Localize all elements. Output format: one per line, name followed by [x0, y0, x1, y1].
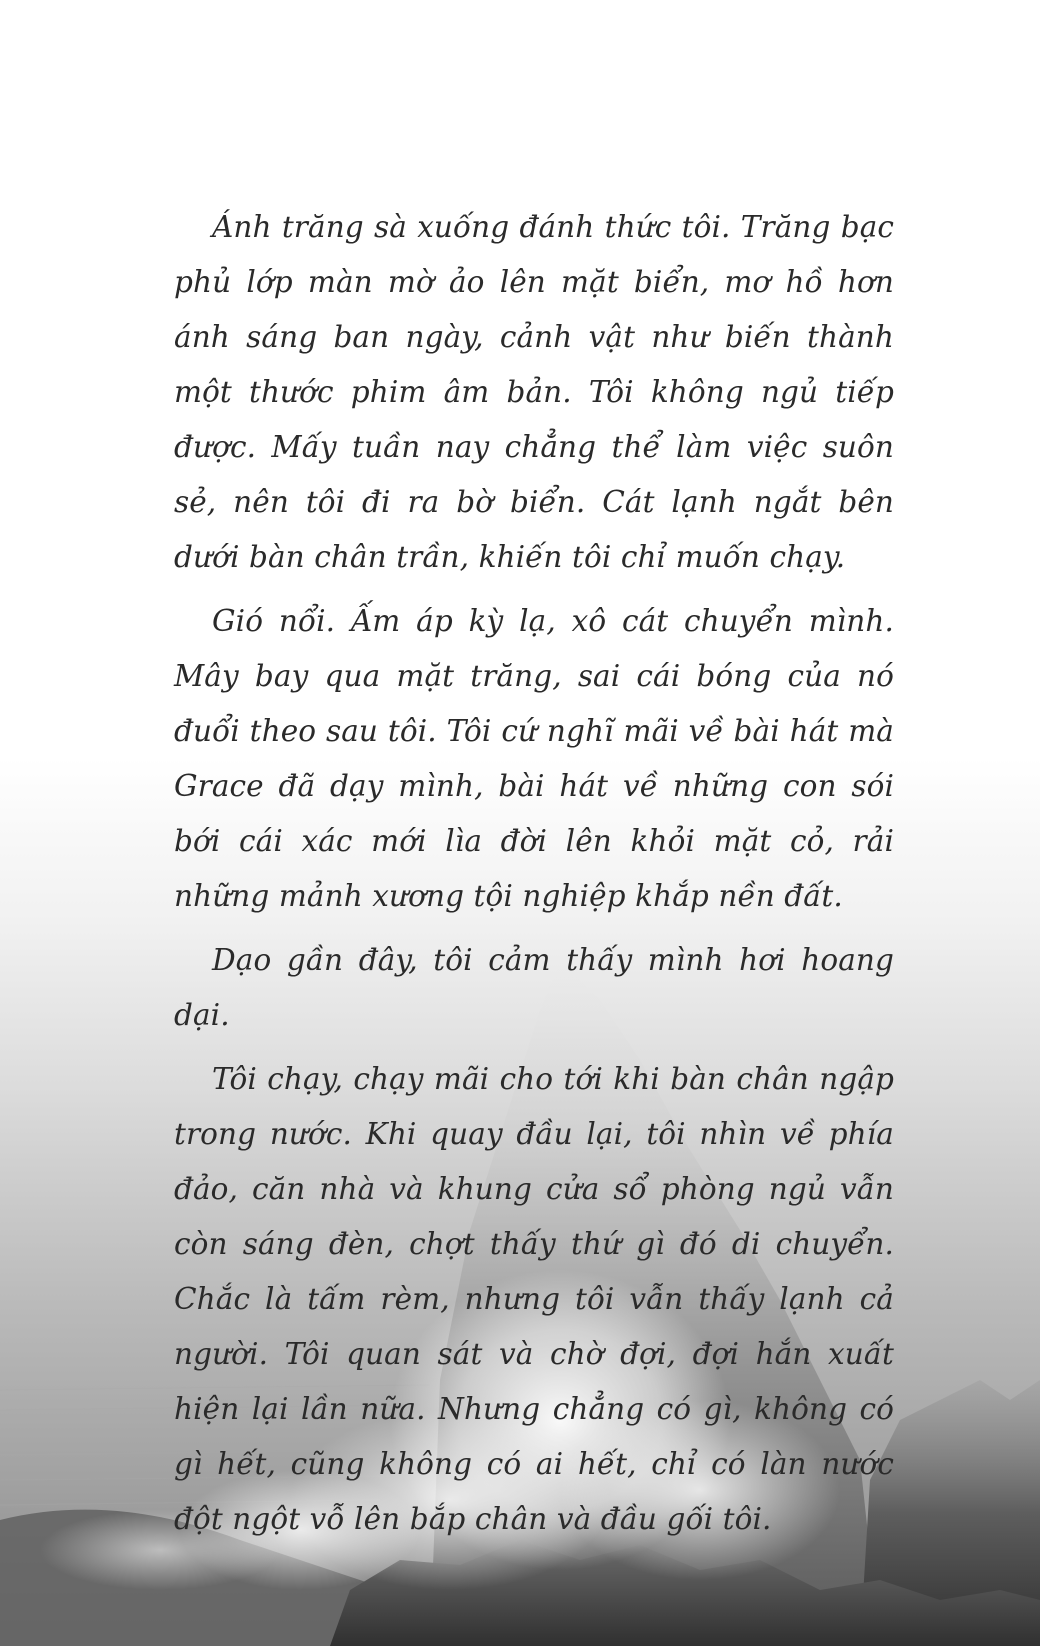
paragraph-2: Gió nổi. Ấm áp kỳ lạ, xô cát chuyển mình. Mây bay qua mặt trăng, sai cái bóng của nó đuổi theo sau tôi. Tôi cứ nghĩ mãi về bài hát mà Grace đã dạy mình, bài hát về những con sói bới cái xác mới lìa đời lên khỏi mặt cỏ, rải những mảnh xương tội nghiệp khắp nền đất.	[174, 604, 894, 913]
paragraph-3: Dạo gần đây, tôi cảm thấy mình hơi hoang dại.	[174, 943, 894, 1032]
paragraph-1: Ánh trăng sà xuống đánh thức tôi. Trăng bạc phủ lớp màn mờ ảo lên mặt biển, mơ hồ hơn ánh sáng ban ngày, cảnh vật như biến thành một thước phim âm bản. Tôi không ngủ tiếp được. Mấy tuần nay chẳng thể làm việc suôn sẻ, nên tôi đi ra bờ biển. Cát lạnh ngắt bên dưới bàn chân trần, khiến tôi chỉ muốn chạy.	[174, 210, 894, 574]
story-text	[174, 200, 894, 1556]
paragraph-4: Tôi chạy, chạy mãi cho tới khi bàn chân ngập trong nước. Khi quay đầu lại, tôi nhìn về phía đảo, căn nhà và khung cửa sổ phòng ngủ vẫn còn sáng đèn, chợt thấy thứ gì đó di chuyển. Chắc là tấm rèm, nhưng tôi vẫn thấy lạnh cả người. Tôi quan sát và chờ đợi, đợi hắn xuất hiện lại lần nữa. Nhưng chẳng có gì, không có gì hết, cũng không có ai hết, chỉ có làn nước đột ngột vỗ lên bắp chân và đầu gối tôi.	[174, 1062, 894, 1536]
